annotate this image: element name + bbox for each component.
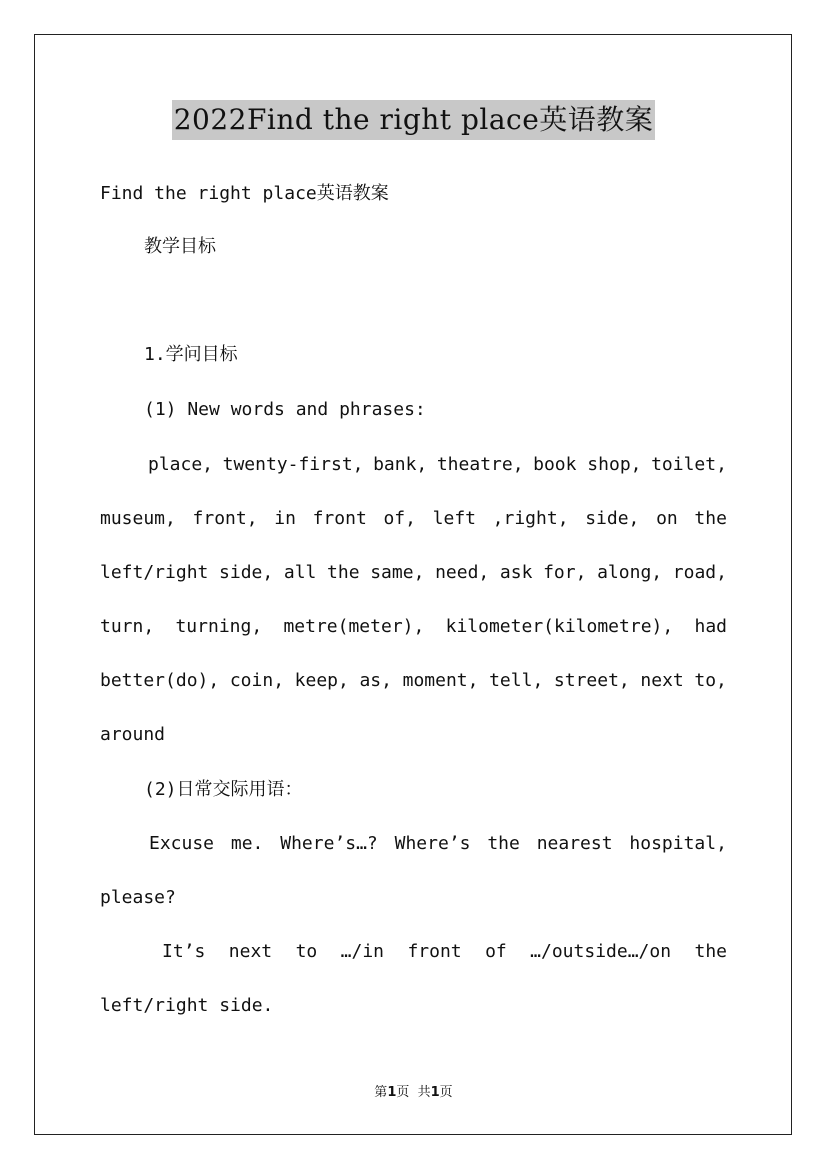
footer-total-suffix: 页 bbox=[439, 1085, 453, 1100]
vocab-word: theatre, bbox=[436, 454, 524, 475]
vocab-word: on bbox=[656, 508, 678, 529]
phrase-word: to bbox=[295, 941, 318, 962]
vocab-word: next bbox=[640, 670, 684, 691]
vocab-word: front, bbox=[192, 508, 258, 529]
phrase-line bbox=[162, 940, 727, 964]
footer-page-number: 1 bbox=[387, 1085, 397, 1100]
vocab-word: ask bbox=[499, 562, 533, 583]
phrase-word: front bbox=[407, 941, 462, 962]
objective-heading: 1.学问目标 bbox=[144, 344, 238, 365]
phrase-line-end: please? bbox=[100, 887, 176, 908]
vocab-last-line: around bbox=[100, 724, 166, 745]
document-subtitle: Find the right place英语教案 bbox=[100, 183, 389, 204]
vocab-word: side, bbox=[585, 508, 640, 529]
vocab-word: need, bbox=[435, 562, 490, 583]
vocab-word: left/right bbox=[100, 562, 209, 583]
footer-page-suffix: 页 共 bbox=[396, 1085, 431, 1100]
page-footer bbox=[0, 1084, 827, 1102]
vocab-word: to, bbox=[694, 670, 727, 691]
phrase-word: the bbox=[694, 941, 727, 962]
vocab-word: ,right, bbox=[492, 508, 569, 529]
vocab-word: tell, bbox=[489, 670, 544, 691]
vocab-word: in bbox=[274, 508, 296, 529]
vocab-word: along, bbox=[597, 562, 663, 583]
phrase-line-end: left/right side. bbox=[100, 995, 274, 1016]
phrase-word: Excuse bbox=[149, 833, 215, 854]
vocab-word: as, bbox=[359, 670, 392, 691]
vocab-word: bank, bbox=[373, 454, 428, 475]
vocab-line bbox=[100, 507, 727, 531]
vocab-word: kilometer(kilometre), bbox=[445, 616, 674, 637]
vocab-word: toilet, bbox=[651, 454, 727, 475]
item-2-label: (2)日常交际用语： bbox=[144, 779, 303, 800]
footer-prefix: 第 bbox=[374, 1085, 388, 1100]
vocab-word: better(do), bbox=[100, 670, 220, 691]
document-title: 2022Find the right place英语教案 bbox=[172, 100, 656, 140]
phrase-word: next bbox=[228, 941, 273, 962]
vocab-word: all bbox=[283, 562, 317, 583]
vocab-line bbox=[148, 453, 727, 477]
vocab-word: left bbox=[432, 508, 476, 529]
vocab-word: the bbox=[694, 508, 727, 529]
title-container bbox=[0, 100, 827, 140]
phrase-word: me. bbox=[230, 833, 264, 854]
vocab-word: book shop, bbox=[533, 454, 642, 475]
item-1-label: (1) New words and phrases: bbox=[144, 399, 426, 420]
vocab-word: had bbox=[694, 616, 727, 637]
phrase-word: …/in bbox=[340, 941, 385, 962]
vocab-word: of, bbox=[383, 508, 416, 529]
phrase-word: It’s bbox=[162, 941, 206, 962]
phrase-word: hospital, bbox=[629, 833, 727, 854]
footer-total-pages: 1 bbox=[430, 1085, 440, 1100]
vocab-word: place, bbox=[148, 454, 214, 475]
vocab-word: turn, bbox=[100, 616, 155, 637]
section-heading: 教学目标 bbox=[144, 236, 216, 257]
vocab-line bbox=[100, 615, 727, 639]
phrase-word: Where’s bbox=[394, 833, 471, 854]
vocab-word: coin, bbox=[229, 670, 285, 691]
vocab-word: front bbox=[312, 508, 367, 529]
phrase-word: …/outside…/on bbox=[530, 941, 672, 962]
vocab-word: metre(meter), bbox=[283, 616, 425, 637]
vocab-word: turning, bbox=[175, 616, 263, 637]
phrase-line bbox=[149, 832, 727, 856]
phrase-word: Where’s…? bbox=[280, 833, 378, 854]
vocab-word: museum, bbox=[100, 508, 176, 529]
vocab-word: keep, bbox=[294, 670, 349, 691]
vocab-line bbox=[100, 561, 727, 585]
vocab-word: twenty-first, bbox=[222, 454, 364, 475]
phrase-word: nearest bbox=[536, 833, 613, 854]
vocab-word: street, bbox=[553, 670, 630, 691]
vocab-word: same, bbox=[370, 562, 425, 583]
phrase-word: the bbox=[487, 833, 520, 854]
vocab-line bbox=[100, 669, 727, 693]
vocab-word: road, bbox=[672, 562, 727, 583]
vocab-word: the bbox=[327, 562, 360, 583]
vocab-word: for, bbox=[543, 562, 587, 583]
phrase-word: of bbox=[485, 941, 507, 962]
vocab-word: moment, bbox=[402, 670, 479, 691]
vocab-word: side, bbox=[219, 562, 274, 583]
